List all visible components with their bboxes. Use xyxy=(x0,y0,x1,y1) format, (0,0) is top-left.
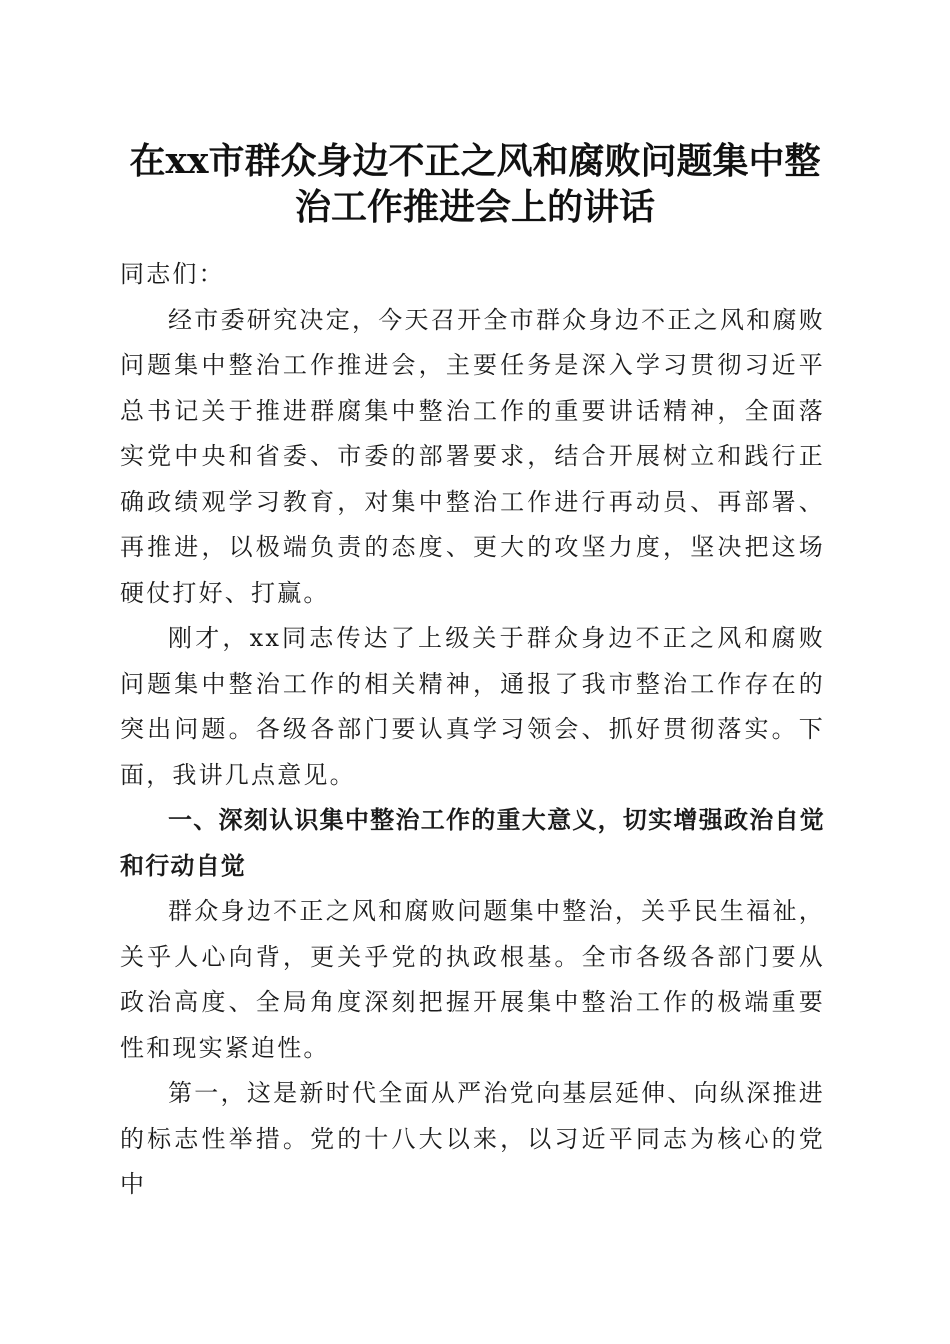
paragraph-briefing: 刚才，xx同志传达了上级关于群众身边不正之风和腐败问题集中整治工作的相关精神，通报了我市整治工作存在的突出问题。各级各部门要认真学习领会、抓好贯彻落实。下面，我讲几点意见。 xyxy=(120,624,825,789)
section-heading-1: 一、深刻认识集中整治工作的重大意义，切实增强政治自觉和行动自觉 xyxy=(120,806,825,880)
document-title-line-1: 在xx市群众身边不正之风和腐败问题集中整 xyxy=(129,140,821,182)
paragraph-intro: 经市委研究决定，今天召开全市群众身边不正之风和腐败问题集中整治工作推进会，主要任务是深入学习贯彻习近平总书记关于推进群腐集中整治工作的重要讲话精神，全面落实党中央和省委、市委的部署要求，结合开展树立和践行正确政绩观学习教育，对集中整治工作进行再动员、再部署、再推进，以极端负责的态度、更大的攻坚力度，坚决把这场硬仗打好、打赢。 xyxy=(120,305,825,607)
section-1-paragraph-2: 第一，这是新时代全面从严治党向基层延伸、向纵深推进的标志性举措。党的十八大以来，以习近平同志为核心的党中 xyxy=(120,1079,825,1198)
section-1-paragraph-1: 群众身边不正之风和腐败问题集中整治，关乎民生福祉，关乎人心向背，更关乎党的执政根基。全市各级各部门要从政治高度、全局角度深刻把握开展集中整治工作的极端重要性和现实紧迫性。 xyxy=(120,897,825,1062)
document-body xyxy=(120,252,825,1208)
document-title-line-2: 治工作推进会上的讲话 xyxy=(294,186,655,228)
salutation: 同志们： xyxy=(120,260,225,288)
